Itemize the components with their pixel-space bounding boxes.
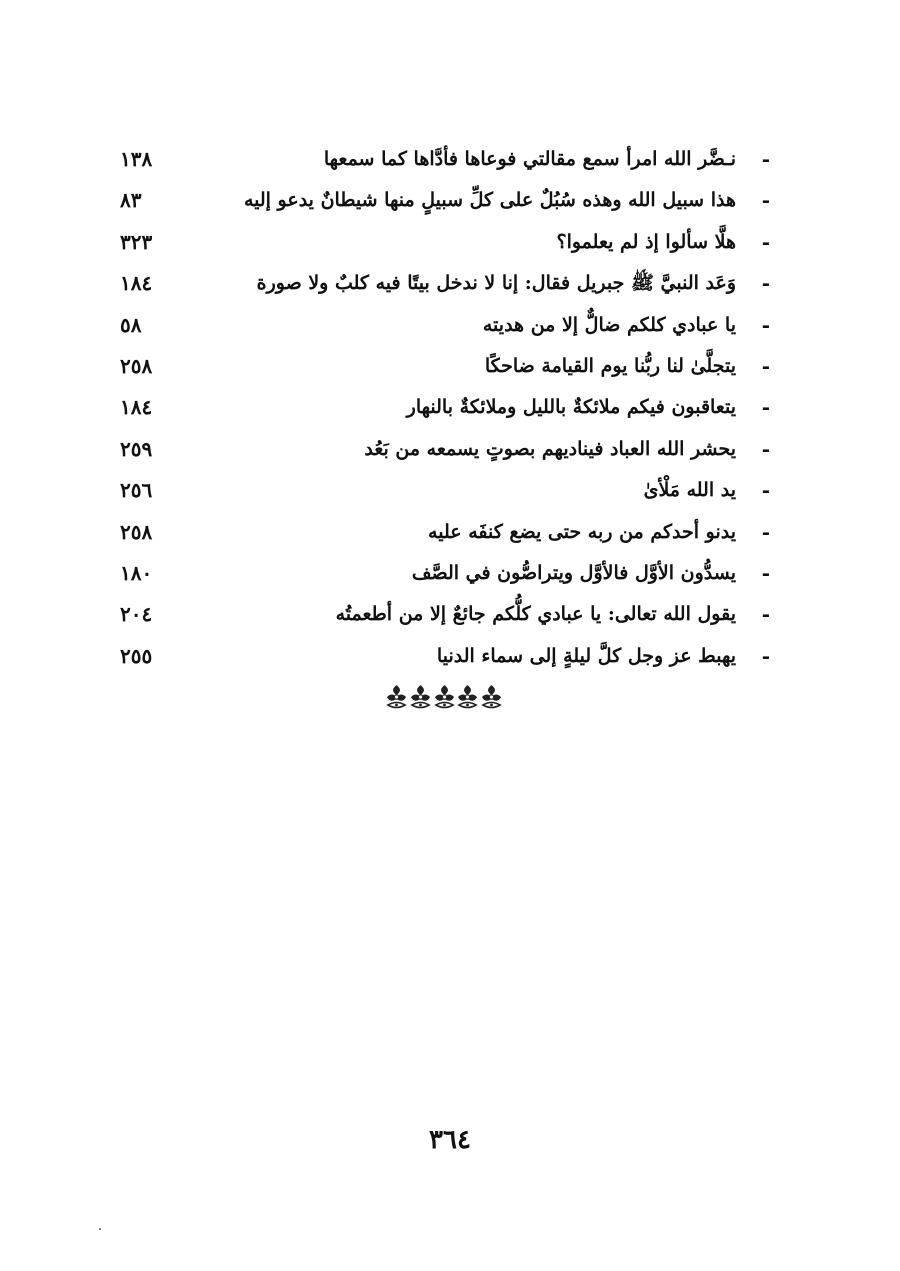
ornament-motif [433, 683, 456, 711]
list-item [120, 347, 770, 388]
hadith-text: هلَّا سألوا إذ لم يعلموا؟ [556, 230, 736, 253]
entry-dash: - [761, 229, 770, 254]
hadith-text: يتجلَّىٰ لنا ربُّنا يوم القيامة ضاحكًا [484, 354, 736, 377]
page-reference: ٣٢٣ [120, 229, 153, 254]
entry-dash: - [761, 643, 770, 668]
hadith-text: نـضَّر الله امرأ سمع مقالتي فوعاها فأدَّاها كما سمعها [323, 148, 736, 170]
page-reference: ٢٥٥ [120, 643, 153, 668]
page-reference: ٢٥٦ [120, 478, 153, 503]
list-item [120, 264, 770, 305]
hadith-text: يهبط عز وجل كلَّ ليلةٍ إلى سماء الدنيا [436, 644, 736, 667]
entry-dash: - [761, 147, 770, 171]
entry-dash: - [761, 519, 770, 544]
entry-dash: - [761, 353, 770, 378]
entry-dash: - [761, 271, 770, 296]
page-reference: ٨٣ [120, 188, 142, 213]
page-reference: ١٨٤ [120, 395, 153, 420]
hadith-text: هذا سبيل الله وهذه سُبُلٌ على كلِّ سبيلٍ منها شيطانٌ يدعو إليه [243, 189, 736, 212]
ornament-motif [480, 683, 503, 711]
hadith-text: يا عبادي كلكم ضالٌّ إلا من هديته [482, 313, 736, 336]
list-item [120, 181, 770, 222]
page-reference: ٢٠٤ [120, 602, 153, 627]
list-item [120, 637, 770, 678]
hadith-text: يسدُّون الأوَّل فالأوَّل ويتراصُّون في الصَّف [411, 561, 736, 584]
hadith-text: يحشر الله العباد فيناديهم بصوتٍ يسمعه من بَعُد [364, 437, 736, 460]
page-reference: ٢٥٨ [120, 353, 153, 378]
hadith-text: يدنو أحدكم من ربه حتى يضع كنفَه عليه [428, 520, 736, 543]
entry-dash: - [761, 312, 770, 337]
page-reference: ٥٨ [120, 312, 142, 337]
page-reference: ١٣٨ [120, 147, 153, 171]
list-item [120, 140, 770, 181]
scan-speck [99, 1228, 101, 1230]
list-item [120, 513, 770, 554]
page-reference: ١٨٠ [120, 560, 153, 585]
entry-dash: - [761, 395, 770, 420]
hadith-text: يد الله مَلْأىٰ [643, 479, 736, 502]
page-number: ٣٦٤ [429, 1125, 471, 1155]
hadith-text: وَعَد النبيَّ ﷺ جبريل فقال: إنا لا ندخل بيتًا فيه كلبٌ ولا صورة [256, 272, 736, 295]
entry-dash: - [761, 478, 770, 503]
entry-dash: - [761, 436, 770, 461]
hadith-index-list [120, 140, 770, 678]
ornament-motif [385, 683, 408, 711]
entry-dash: - [761, 188, 770, 213]
ornament-motif [409, 683, 432, 711]
entry-dash: - [761, 602, 770, 627]
list-item [120, 388, 770, 429]
list-item [120, 223, 770, 264]
entry-dash: - [761, 560, 770, 585]
page-reference: ١٨٤ [120, 271, 153, 296]
hadith-text: يقول الله تعالى: يا عبادي كلُّكم جائعٌ إلا من أطعمتُه [335, 603, 736, 626]
floral-ornament-icon [385, 682, 503, 712]
ornament-motif [456, 683, 479, 711]
page-reference: ٢٥٩ [120, 436, 153, 461]
list-item [120, 554, 770, 595]
list-item [120, 595, 770, 636]
list-item [120, 430, 770, 471]
list-item [120, 306, 770, 347]
hadith-text: يتعاقبون فيكم ملائكةٌ بالليل وملائكةٌ بالنهار [406, 396, 736, 419]
page-reference: ٢٥٨ [120, 519, 153, 544]
list-item [120, 471, 770, 512]
